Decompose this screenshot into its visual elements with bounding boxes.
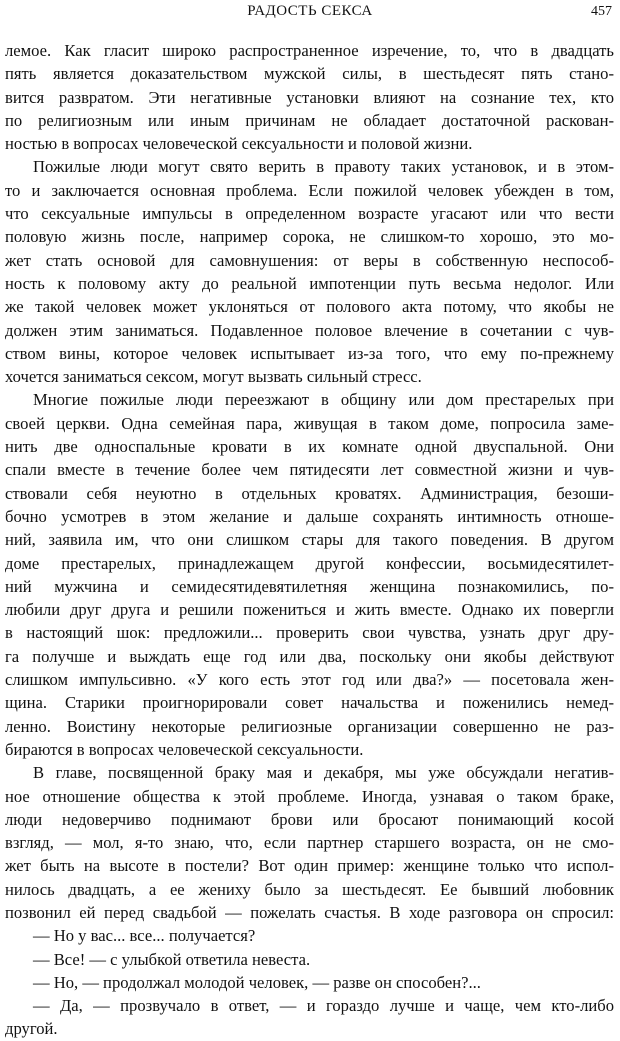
text-line: жет стать основой для самовнушения: от веры в собственную неспособ-: [5, 250, 614, 270]
text-line: нилось двадцать, а ее жениху было за шестьдесят. Ее бывший любовник: [5, 879, 614, 899]
text-line: позвонил ей перед свадьбой — пожелать счастья. В ходе разговора он спросил:: [5, 902, 614, 922]
text-line: — Но у вас... все... получается?: [33, 926, 256, 946]
text-line: ством вины, которое человек испытывает из-за того, что ему по-прежнему: [5, 343, 614, 363]
text-line: же такой человек может уклоняться от полового акта потому, что якобы не: [5, 297, 614, 317]
text-line: доме престарелых, принадлежащем другой конфессии, восьмидесятилет-: [5, 553, 614, 573]
text-line: В главе, посвященной браку мая и декабря, мы уже обсуждали негатив-: [33, 763, 614, 783]
text-line: люди недоверчиво поднимают брови или бросают понимающий косой: [5, 809, 614, 829]
text-line: ленно. Воистину некоторые религиозные организации совершенно не раз-: [5, 716, 614, 736]
text-line: в настоящий шок: предложили... проверить свои чувства, узнать друг дру-: [5, 623, 614, 643]
text-line: спали вместе в течение более чем пятидесяти лет совместной жизни и чув-: [5, 460, 614, 480]
text-line: ний, заявила им, что они слишком стары для такого поведения. В другом: [5, 530, 614, 550]
text-line: — Но, — продолжал молодой человек, — разве он способен?...: [33, 972, 481, 992]
text-line: бираются в вопросах человеческой сексуальности.: [5, 739, 364, 759]
running-title: РАДОСТЬ СЕКСА: [247, 3, 373, 19]
text-line: Многие пожилые люди переезжают в общину или дом престарелых при: [33, 390, 614, 410]
text-line: Пожилые люди могут свято верить в правоту таких установок, и в этом-: [33, 157, 614, 177]
text-line: должен этим заниматься. Подавленное половое влечение в сочетании с чув-: [5, 320, 614, 340]
running-head: [0, 2, 620, 24]
text-line: пять является доказательством мужской силы, в шестьдесят пять стано-: [5, 64, 614, 84]
text-line: любили друг друга и решили пожениться и жить вместе. Однако их повергли: [5, 600, 614, 620]
text-line: ностью в вопросах человеческой сексуальности и половой жизни.: [5, 134, 473, 154]
text-line: га получше и выждать еще год или два, поскольку они якобы действуют: [5, 646, 614, 666]
text-line: по религиозным или иным причинам не обладает достаточной раскован-: [5, 110, 614, 130]
text-line: ность к половому акту до реальной импотенции путь весьма недолог. Или: [5, 273, 614, 293]
text-line: хочется заниматься сексом, могут вызвать сильный стресс.: [5, 367, 422, 387]
text-line: — Да, — прозвучало в ответ, — и гораздо лучше и чаще, чем кто-либо: [33, 996, 614, 1016]
text-line: взгляд, — мол, я-то знаю, что, если партнер старшего возраста, он не смо-: [5, 833, 614, 853]
text-line: бочно усмотрев в этом желание и дальше сохранять интимность отноше-: [5, 506, 614, 526]
text-line: жет быть на высоте в постели? Вот один пример: женщине только что испол-: [5, 856, 614, 876]
text-line: лемое. Как гласит широко распространенное изречение, то, что в двадцать: [5, 41, 614, 60]
page-number: 457: [591, 4, 612, 19]
text-line: вится развратом. Эти негативные установки влияют на сознание тех, кто: [5, 87, 614, 107]
text-line: ствовали себя неуютно в отдельных кроватях. Администрация, безоши-: [5, 483, 614, 503]
text-line: щина. Старики проигнорировали совет начальства и поженились немед-: [5, 693, 614, 713]
text-line: ное отношение общества к этой проблеме. Иногда, узнавая о таком браке,: [5, 786, 614, 806]
text-line: ний мужчина и семидесятидевятилетняя женщина познакомились, по-: [5, 576, 614, 596]
text-line: нить две односпальные кровати в их комнате одной двуспальной. Они: [5, 437, 614, 457]
text-line: половую жизнь после, например сорока, не слишком-то хорошо, это мо-: [5, 227, 614, 247]
text-line: слишком импульсивно. «У кого есть этот год или два?» — посетовала жен-: [5, 670, 614, 690]
body-text: [5, 39, 614, 1041]
text-line: что сексуальные импульсы в определенном возрасте угасают или что вести: [5, 204, 614, 224]
text-line: то и заключается основная проблема. Если пожилой человек убежден в том,: [5, 180, 614, 200]
text-line: — Все! — с улыбкой ответила невеста.: [33, 949, 311, 969]
text-line: своей церкви. Одна семейная пара, живущая в таком доме, попросила заме-: [5, 413, 614, 433]
text-line: другой.: [5, 1019, 58, 1039]
